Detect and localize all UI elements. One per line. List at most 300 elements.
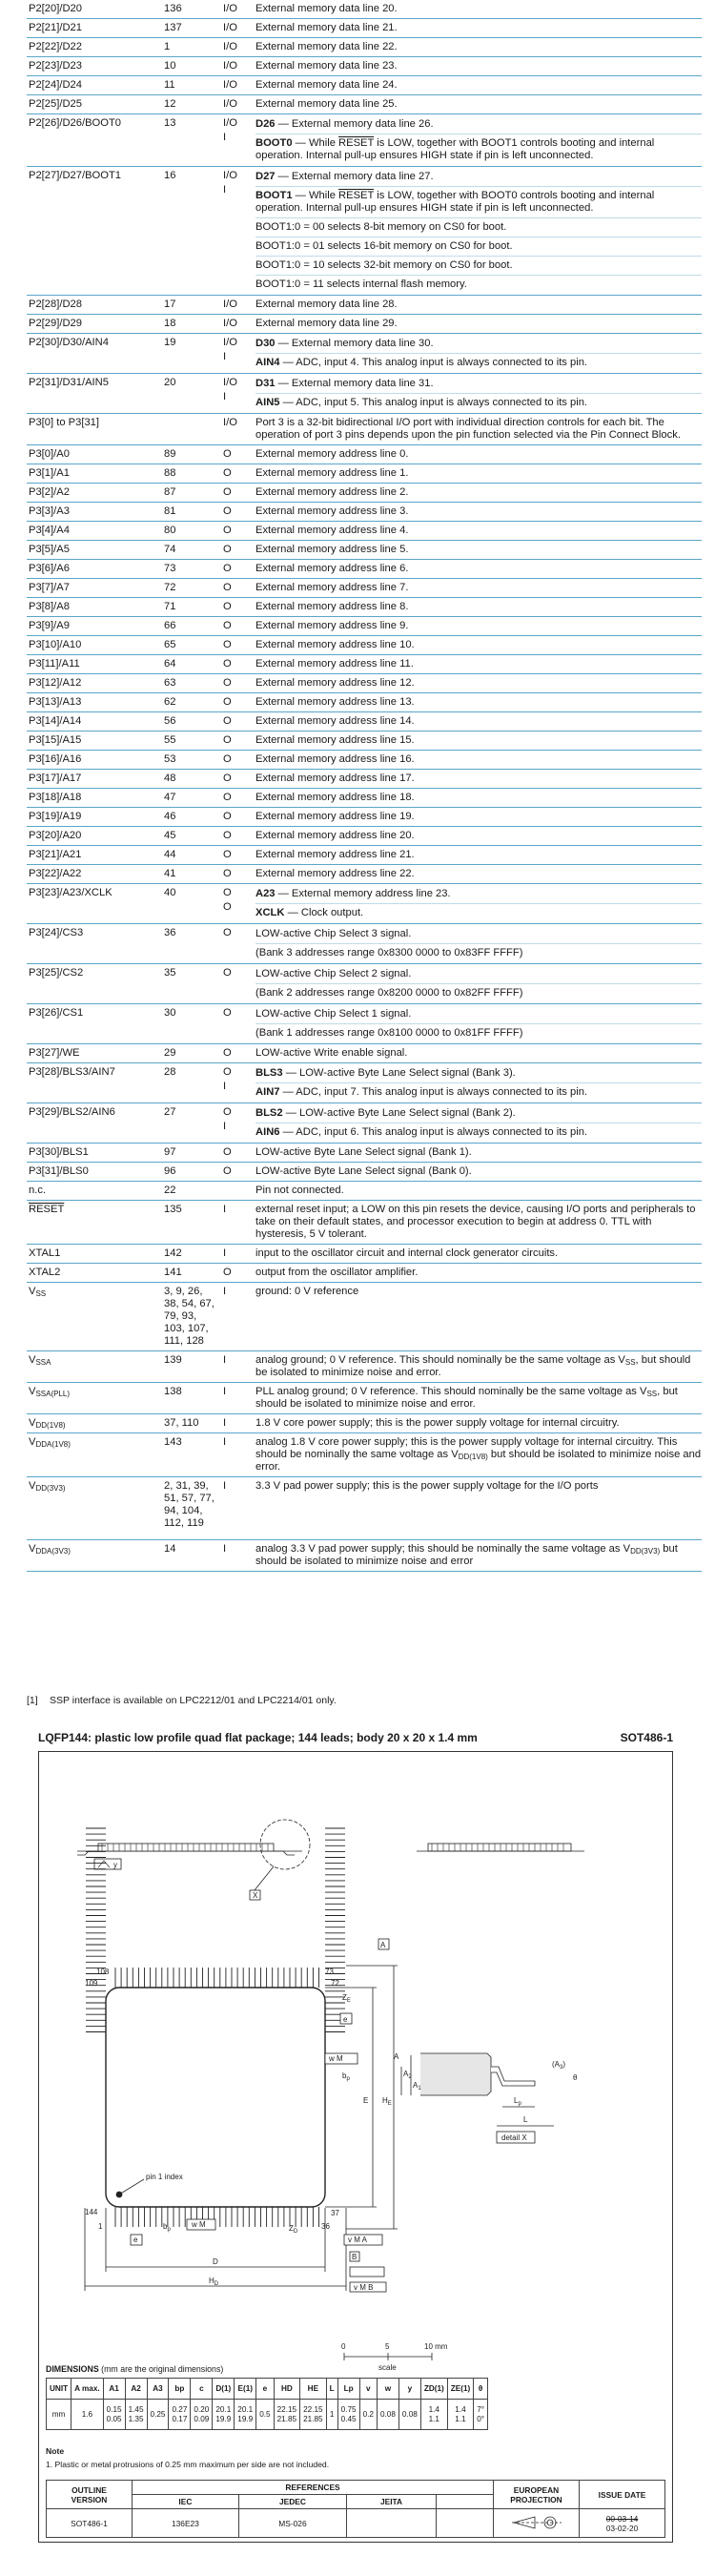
dimension-header: A3: [147, 2379, 169, 2400]
pin-number: 71: [164, 601, 176, 612]
pin-number: 13: [164, 117, 176, 129]
pin-symbol: n.c.: [29, 1185, 47, 1196]
pin-number: 17: [164, 299, 176, 310]
dimension-value: mm: [47, 2400, 72, 2430]
pin-description: External memory data line 28.: [255, 299, 398, 310]
pin-number: 87: [164, 486, 176, 498]
dimension-value: 1.4 1.1: [447, 2400, 473, 2430]
pin-number: 72: [164, 582, 176, 593]
pin-description: External memory address line 3.: [255, 505, 409, 517]
dimension-value: 1.4 1.1: [420, 2400, 447, 2430]
label-D: D: [213, 2257, 218, 2266]
pin-description: External memory address line 21.: [255, 849, 415, 860]
pin-number: 19: [164, 337, 176, 348]
table-row: [27, 1383, 702, 1414]
table-row: [27, 1540, 702, 1572]
pin-number: 65: [164, 639, 176, 650]
pin-number: 56: [164, 715, 176, 727]
pin-description: External memory address line 2.: [255, 486, 409, 498]
pin-description: XCLK — Clock output.: [255, 903, 702, 920]
profile-detail: [394, 2052, 578, 2143]
dimensions-title: DIMENSIONS (mm are the original dimensions): [46, 2364, 224, 2374]
pin-symbol: P2[27]/D27/BOOT1: [29, 170, 122, 181]
footnote: [1] SSP interface is available on LPC2212/01 and LPC2214/01 only.: [27, 1695, 337, 1706]
table-row: [27, 1004, 702, 1044]
table-row: [27, 1044, 702, 1063]
dimension-value: 0.25: [147, 2400, 169, 2430]
svg-text:A: A: [380, 1941, 386, 1949]
pin-symbol: P2[20]/D20: [29, 3, 82, 14]
pin-description: LOW-active Chip Select 2 signal.: [255, 968, 412, 979]
pin-type: I/O: [223, 22, 237, 33]
dimension-header: HD: [274, 2379, 300, 2400]
pin-symbol: P3[25]/CS2: [29, 967, 84, 979]
table-row: [27, 884, 702, 924]
pin-number: 96: [164, 1165, 176, 1177]
pin-description: AIN7 — ADC, input 7. This analog input is always connected to its pin.: [255, 1082, 702, 1100]
pin-type: O: [223, 677, 232, 689]
pin-symbol: P3[31]/BLS0: [29, 1165, 89, 1177]
pin-type: I/O: [223, 79, 237, 91]
pin-type: O: [223, 1047, 232, 1059]
pin-number: 40: [164, 887, 176, 898]
pin-symbol: $V_{DDA(1V8)}$: [29, 1436, 71, 1449]
pin-description: external reset input; a LOW on this pin resets the device, causing I/O ports and peripherals to take on their default states, and processor execution to begin at address 0. TTL with hysteresis, 5 V tolerant.: [255, 1204, 696, 1240]
pin-type: I: [223, 1436, 227, 1448]
pin-symbol: P3[7]/A7: [29, 582, 70, 593]
dimension-value: 22.15 21.85: [274, 2400, 300, 2430]
table-row: [27, 924, 702, 964]
pin-type: I/O: [223, 318, 237, 329]
dimension-header: D(1): [213, 2379, 235, 2400]
pin-symbol: P2[28]/D28: [29, 299, 82, 310]
pin-description: External memory address line 6.: [255, 563, 409, 574]
pin-description: 1.8 V core power supply; this is the power supply voltage for internal circuitry.: [255, 1417, 620, 1429]
svg-text:108: 108: [96, 1968, 110, 1976]
pin-number: 37, 110: [164, 1417, 199, 1429]
table-row: [27, 1103, 702, 1144]
pin-description: External memory address line 15.: [255, 734, 415, 746]
pin-symbol: P3[23]/A23/XCLK: [29, 887, 112, 898]
pin-type: O: [223, 448, 232, 460]
pin-symbol: P3[12]/A12: [29, 677, 82, 689]
dimension-header: θ: [474, 2379, 488, 2400]
pin-number: 3, 9, 26, 38, 54, 67, 79, 93, 103, 107, 111, 128: [164, 1286, 214, 1347]
pin-description: LOW-active Byte Lane Select signal (Bank 1).: [255, 1146, 472, 1158]
table-row: [27, 57, 702, 76]
table-row: [27, 296, 702, 315]
pin-type: I/O: [223, 117, 237, 129]
pin-type: O: [223, 830, 232, 841]
dimension-header: ZE(1): [447, 2379, 473, 2400]
pin-symbol: P3[21]/A21: [29, 849, 82, 860]
table-row: [27, 19, 702, 38]
svg-text:37: 37: [331, 2209, 339, 2217]
outline-version-table: OUTLINE VERSION REFERENCES EUROPEAN PROJECTION ISSUE DATE IEC JEDEC JEITA SOT486-1 136E23 MS-026 00-03-14 03-02-20: [46, 2480, 665, 2538]
pin-type: O: [223, 525, 232, 536]
pin-type: O: [223, 505, 232, 517]
table-row: [27, 95, 702, 114]
dimension-header: v: [359, 2379, 377, 2400]
pin-type: O: [223, 811, 232, 822]
svg-text:bp: $b_p$: [342, 2071, 350, 2082]
pin-type: O: [223, 582, 232, 593]
pin-symbol: $V_{SSA(PLL)}$: [29, 1386, 71, 1398]
pin-description: BOOT0 — While RESET is LOW, together with BOOT1 controls booting and internal operation. Internal pull-up ensures HIGH state if pin is left unconnected.: [255, 134, 702, 163]
dimensions-table: [46, 2378, 488, 2430]
pin-type: O: [223, 486, 232, 498]
pin-type: I/O: [223, 98, 237, 110]
pin-type: O: [223, 927, 232, 938]
dimension-value: 0.27 0.17: [169, 2400, 191, 2430]
issue-date: 00-03-14 03-02-20: [580, 2509, 665, 2538]
pin-type: I/O: [223, 299, 237, 310]
dimension-header: A2: [125, 2379, 147, 2400]
label-y: y: [113, 1861, 117, 1869]
pin-type: I/O: [223, 417, 237, 428]
svg-text:ZE: $Z_E$: [342, 1993, 351, 2004]
pin-description: External memory address line 11.: [255, 658, 414, 670]
pin-symbol: $V_{SS}$: [29, 1286, 47, 1298]
pin-symbol: $V_{SSA}$: [29, 1354, 51, 1367]
dimension-value: 0.15 0.05: [103, 2400, 125, 2430]
pin-symbol: XTAL1: [29, 1247, 61, 1259]
dimension-value: 20.1 19.9: [235, 2400, 256, 2430]
pin-symbol: P3[20]/A20: [29, 830, 82, 841]
pin-symbol: P3[9]/A9: [29, 620, 70, 631]
svg-text:e: e: [343, 2015, 348, 2024]
pin-description: PLL analog ground; 0 V reference. This should nominally be the same voltage as $V_{SS}$, but should be isolated to minimize noise and error.: [255, 1386, 678, 1410]
table-row: [27, 484, 702, 503]
table-row: [27, 167, 702, 296]
svg-text:Lp: $L_p$: [514, 2096, 521, 2107]
pin-number: 137: [164, 22, 182, 33]
pin-description: External memory data line 25.: [255, 98, 398, 110]
scale-bar: [341, 2342, 448, 2372]
iec-ref: 136E23: [133, 2509, 239, 2538]
pin-type: I: [223, 1417, 227, 1429]
pin-number: 139: [164, 1354, 182, 1366]
pin-number: 47: [164, 792, 176, 803]
pin-description: output from the oscillator amplifier.: [255, 1267, 419, 1278]
pin-symbol: RESET: [29, 1204, 65, 1215]
table-row: [27, 1182, 702, 1201]
pin-description: External memory address line 1.: [255, 467, 409, 479]
pin-symbol: P3[28]/BLS3/AIN7: [29, 1066, 115, 1078]
pin-description: 3.3 V pad power supply; this is the power supply voltage for the I/O ports: [255, 1480, 599, 1492]
pin-number: 20: [164, 377, 176, 388]
pin-type: O: [223, 696, 232, 708]
label-E: E: [363, 2096, 369, 2105]
table-row: [27, 445, 702, 464]
pin-symbol: P2[25]/D25: [29, 98, 82, 110]
pin-type: I: [223, 1081, 227, 1092]
address-range: (Bank 1 addresses range 0x8100 0000 to 0x81FF FFFF): [255, 1023, 702, 1041]
pin-description: External memory data line 20.: [255, 3, 398, 14]
svg-text:10 mm: 10 mm: [424, 2342, 448, 2351]
pin-type: O: [223, 1146, 232, 1158]
table-row: [27, 1477, 702, 1540]
pin-type: O: [223, 658, 232, 670]
pin-number: 28: [164, 1066, 176, 1078]
pin-symbol: P3[22]/A22: [29, 868, 82, 879]
boot-option: BOOT1:0 = 11 selects internal flash memory.: [255, 275, 702, 292]
dimension-value: 0.08: [398, 2400, 420, 2430]
pin-type: O: [223, 1165, 232, 1177]
pin-type: I: [223, 1543, 227, 1555]
table-row: [27, 827, 702, 846]
address-range: (Bank 2 addresses range 0x8200 0000 to 0x82FF FFFF): [255, 983, 702, 1000]
pin-type: I/O: [223, 41, 237, 52]
table-row: [27, 693, 702, 712]
table-row: [27, 655, 702, 674]
svg-text:144: 144: [85, 2208, 98, 2216]
pin-type: O: [223, 563, 232, 574]
table-row: [27, 1163, 702, 1182]
pin-symbol: P3[30]/BLS1: [29, 1146, 89, 1158]
pin-symbol: P2[21]/D21: [29, 22, 82, 33]
svg-text:0: 0: [341, 2342, 346, 2351]
pin-type: O: [223, 1267, 232, 1278]
pin-type: O: [223, 734, 232, 746]
pin-description: Pin not connected.: [255, 1185, 344, 1196]
pin-description: BLS2 — LOW-active Byte Lane Select signal (Bank 2).: [255, 1107, 516, 1119]
svg-text:scale: scale: [378, 2363, 397, 2372]
pin-type: I: [223, 391, 227, 402]
pin-symbol: P3[11]/A11: [29, 658, 80, 670]
pin-type: O: [223, 639, 232, 650]
pin-type: O: [223, 715, 232, 727]
pin-number: 45: [164, 830, 176, 841]
pin-description: External memory address line 9.: [255, 620, 409, 631]
table-row: [27, 964, 702, 1004]
pin-description: analog 3.3 V pad power supply; this should be nominally the same voltage as $V_{DD(3V3)}$ but should be isolated to minimize noise and error: [255, 1543, 678, 1567]
pin-symbol: $V_{DD(1V8)}$: [29, 1417, 66, 1430]
dimension-value: 0.2: [359, 2400, 377, 2430]
pin-type: I: [223, 1286, 227, 1297]
pin-description: analog ground; 0 V reference. This should nominally be the same voltage as $V_{SS}$, but should be isolated to minimize noise and error.: [255, 1354, 691, 1378]
pin-symbol: XTAL2: [29, 1267, 61, 1278]
pin-type: O: [223, 1106, 232, 1118]
pin-number: 63: [164, 677, 176, 689]
pin-symbol: P3[2]/A2: [29, 486, 70, 498]
pin-description: External memory address line 17.: [255, 773, 415, 784]
svg-text:109: 109: [85, 1979, 98, 1988]
pin-description: AIN4 — ADC, input 4. This analog input is always connected to its pin.: [255, 353, 702, 370]
pin-description: analog 1.8 V core power supply; this is the power supply voltage for internal circuitry. This should be nominally the same voltage as $V_{DD(1V8)}$ but should be isolated to minimize noise and error.: [255, 1436, 702, 1473]
dimension-value: 0.08: [377, 2400, 398, 2430]
table-row: [27, 464, 702, 484]
table-row: [27, 374, 702, 414]
pin-symbol: P3[3]/A3: [29, 505, 70, 517]
pin-symbol: $V_{DDA(3V3)}$: [29, 1543, 71, 1556]
dimension-value: 1: [326, 2400, 337, 2430]
pin-type: I: [223, 1204, 227, 1215]
pin-symbol: P3[8]/A8: [29, 601, 70, 612]
svg-text:w M: w M: [192, 2220, 206, 2229]
pin-description: LOW-active Write enable signal.: [255, 1047, 408, 1059]
pin-type: I: [223, 184, 227, 196]
pin-type: O: [223, 467, 232, 479]
svg-text:ZD: $Z_D$: [289, 2224, 298, 2235]
dimension-value: 0.20 0.09: [191, 2400, 213, 2430]
pin-number: 11: [164, 79, 175, 91]
pin-number: 135: [164, 1204, 182, 1215]
pin-symbol: P3[19]/A19: [29, 811, 82, 822]
svg-text:73: 73: [325, 1968, 334, 1976]
pin-symbol: P3[1]/A1: [29, 467, 70, 479]
dimension-header: HE: [300, 2379, 327, 2400]
pin-symbol: P3[17]/A17: [29, 773, 82, 784]
pin-type: I: [223, 132, 227, 143]
dimension-header: bp: [169, 2379, 191, 2400]
pin-number: 138: [164, 1386, 182, 1397]
pin-number: 14: [164, 1543, 176, 1555]
pin-description: ground: 0 V reference: [255, 1286, 359, 1297]
pin-symbol: P3[26]/CS1: [29, 1007, 84, 1019]
pin-number: 41: [164, 868, 176, 879]
pin-description: Port 3 is a 32-bit bidirectional I/O port with individual direction controls for each bit. The operation of port 3 pins depends upon the pin function selected via the Pin Connect Block.: [255, 417, 681, 441]
package-code: SOT486-1: [620, 1731, 673, 1744]
pin-description-table: [27, 0, 702, 1572]
pin-description: External memory address line 8.: [255, 601, 409, 612]
pin-number: 62: [164, 696, 176, 708]
table-row: [27, 1245, 702, 1264]
dimension-value: 0.75 0.45: [337, 2400, 359, 2430]
pin-description: External memory data line 29.: [255, 318, 398, 329]
table-row: [27, 334, 702, 374]
table-row: [27, 598, 702, 617]
pin-symbol: P3[0] to P3[31]: [29, 417, 100, 428]
pin-type: O: [223, 792, 232, 803]
pin-symbol: P2[29]/D29: [29, 318, 82, 329]
pin-description: External memory address line 5.: [255, 544, 409, 555]
pin-description: External memory address line 22.: [255, 868, 415, 879]
table-row: [27, 541, 702, 560]
svg-text:A1: $A_1$: [413, 2081, 421, 2092]
pin-number: 53: [164, 753, 176, 765]
boot-option: BOOT1:0 = 01 selects 16-bit memory on CS0 for boot.: [255, 237, 702, 254]
pin-type: O: [223, 887, 232, 898]
pin-number: 143: [164, 1436, 182, 1448]
table-row: [27, 1414, 702, 1433]
pin-symbol: P2[23]/D23: [29, 60, 82, 72]
pin-type: O: [223, 1007, 232, 1019]
top-view: [85, 1828, 398, 2292]
dimension-header: y: [398, 2379, 420, 2400]
svg-text:HE: $H_E$: [382, 2096, 392, 2107]
jedec-ref: MS-026: [238, 2509, 346, 2538]
pin-number: 10: [164, 60, 176, 72]
pin-type: O: [223, 849, 232, 860]
pin-type: I/O: [223, 170, 237, 181]
label-pin1-index: pin 1 index: [146, 2173, 183, 2181]
pin-number: 141: [164, 1267, 182, 1278]
pin-symbol: P3[0]/A0: [29, 448, 70, 460]
dimension-header: w: [377, 2379, 398, 2400]
svg-text:72: 72: [331, 1979, 339, 1988]
svg-text:θ: θ: [573, 2073, 578, 2082]
pin-description: External memory address line 12.: [255, 677, 415, 689]
pin-type: I/O: [223, 60, 237, 72]
pin-number: 46: [164, 811, 176, 822]
package-note: Note 1. Plastic or metal protrusions of 0.25 mm maximum per side are not included.: [46, 2446, 330, 2469]
projection-symbol-icon: [494, 2509, 580, 2538]
pin-description: External memory address line 19.: [255, 811, 415, 822]
pin-number: 2, 31, 39, 51, 57, 77, 94, 104, 112, 119: [164, 1480, 214, 1529]
pin-description: External memory address line 16.: [255, 753, 415, 765]
pin-type: I: [223, 351, 227, 362]
pin-number: [164, 414, 223, 444]
table-row: [27, 1283, 702, 1351]
pin-type: I: [223, 1354, 227, 1366]
pin-description: BOOT1 — While RESET is LOW, together with BOOT0 controls booting and internal operation. Internal pull-up ensures HIGH state if pin is left unconnected.: [255, 186, 702, 216]
pin-number: 136: [164, 3, 182, 14]
pin-number: 64: [164, 658, 176, 670]
pin-symbol: P3[13]/A13: [29, 696, 82, 708]
pin-number: 81: [164, 505, 176, 517]
pin-number: 74: [164, 544, 176, 555]
address-range: (Bank 3 addresses range 0x8300 0000 to 0x83FF FFFF): [255, 943, 702, 960]
svg-text:1: 1: [98, 2222, 103, 2231]
pin-type: I/O: [223, 3, 237, 14]
table-row: [27, 712, 702, 732]
table-row: [27, 38, 702, 57]
pin-description: D27 — External memory data line 27.: [255, 171, 434, 182]
pin-type: O: [223, 1066, 232, 1078]
pin-description: LOW-active Byte Lane Select signal (Bank 0).: [255, 1165, 472, 1177]
dimension-header: E(1): [235, 2379, 256, 2400]
pin-description: LOW-active Chip Select 3 signal.: [255, 928, 412, 939]
pin-description: External memory data line 24.: [255, 79, 398, 91]
svg-text:36: 36: [321, 2222, 330, 2231]
side-view-right: [417, 1844, 584, 1851]
pin-description: External memory data line 22.: [255, 41, 398, 52]
table-row: [27, 732, 702, 751]
pin-number: 66: [164, 620, 176, 631]
dimension-header: L: [326, 2379, 337, 2400]
table-row: [27, 770, 702, 789]
table-row: [27, 865, 702, 884]
table-row: [27, 1351, 702, 1383]
pin-symbol: P3[18]/A18: [29, 792, 82, 803]
pin-number: 18: [164, 318, 176, 329]
table-row: [27, 522, 702, 541]
pin-description: External memory address line 20.: [255, 830, 415, 841]
pin-description: LOW-active Chip Select 1 signal.: [255, 1008, 412, 1020]
pin-number: 89: [164, 448, 176, 460]
pin-symbol: $V_{DD(3V3)}$: [29, 1480, 66, 1493]
dimension-header: A max.: [72, 2379, 104, 2400]
pin-symbol: P3[6]/A6: [29, 563, 70, 574]
table-row: [27, 1264, 702, 1283]
table-row: [27, 808, 702, 827]
pin-symbol: P3[27]/WE: [29, 1047, 80, 1059]
side-view-left: [77, 1820, 310, 1900]
svg-text:HD: $H_D$: [209, 2277, 219, 2287]
pin-description: External memory address line 4.: [255, 525, 409, 536]
pin-description: External memory address line 18.: [255, 792, 415, 803]
table-row: [27, 846, 702, 865]
jeita-ref: [347, 2509, 437, 2538]
pin-description: External memory address line 10.: [255, 639, 415, 650]
pin-symbol: P2[26]/D26/BOOT0: [29, 117, 122, 129]
svg-text:v M B: v M B: [354, 2283, 374, 2292]
pin-description: D31 — External memory data line 31.: [255, 378, 434, 389]
pin-number: 27: [164, 1106, 176, 1118]
pin-type: O: [223, 601, 232, 612]
table-row: [27, 1433, 702, 1477]
